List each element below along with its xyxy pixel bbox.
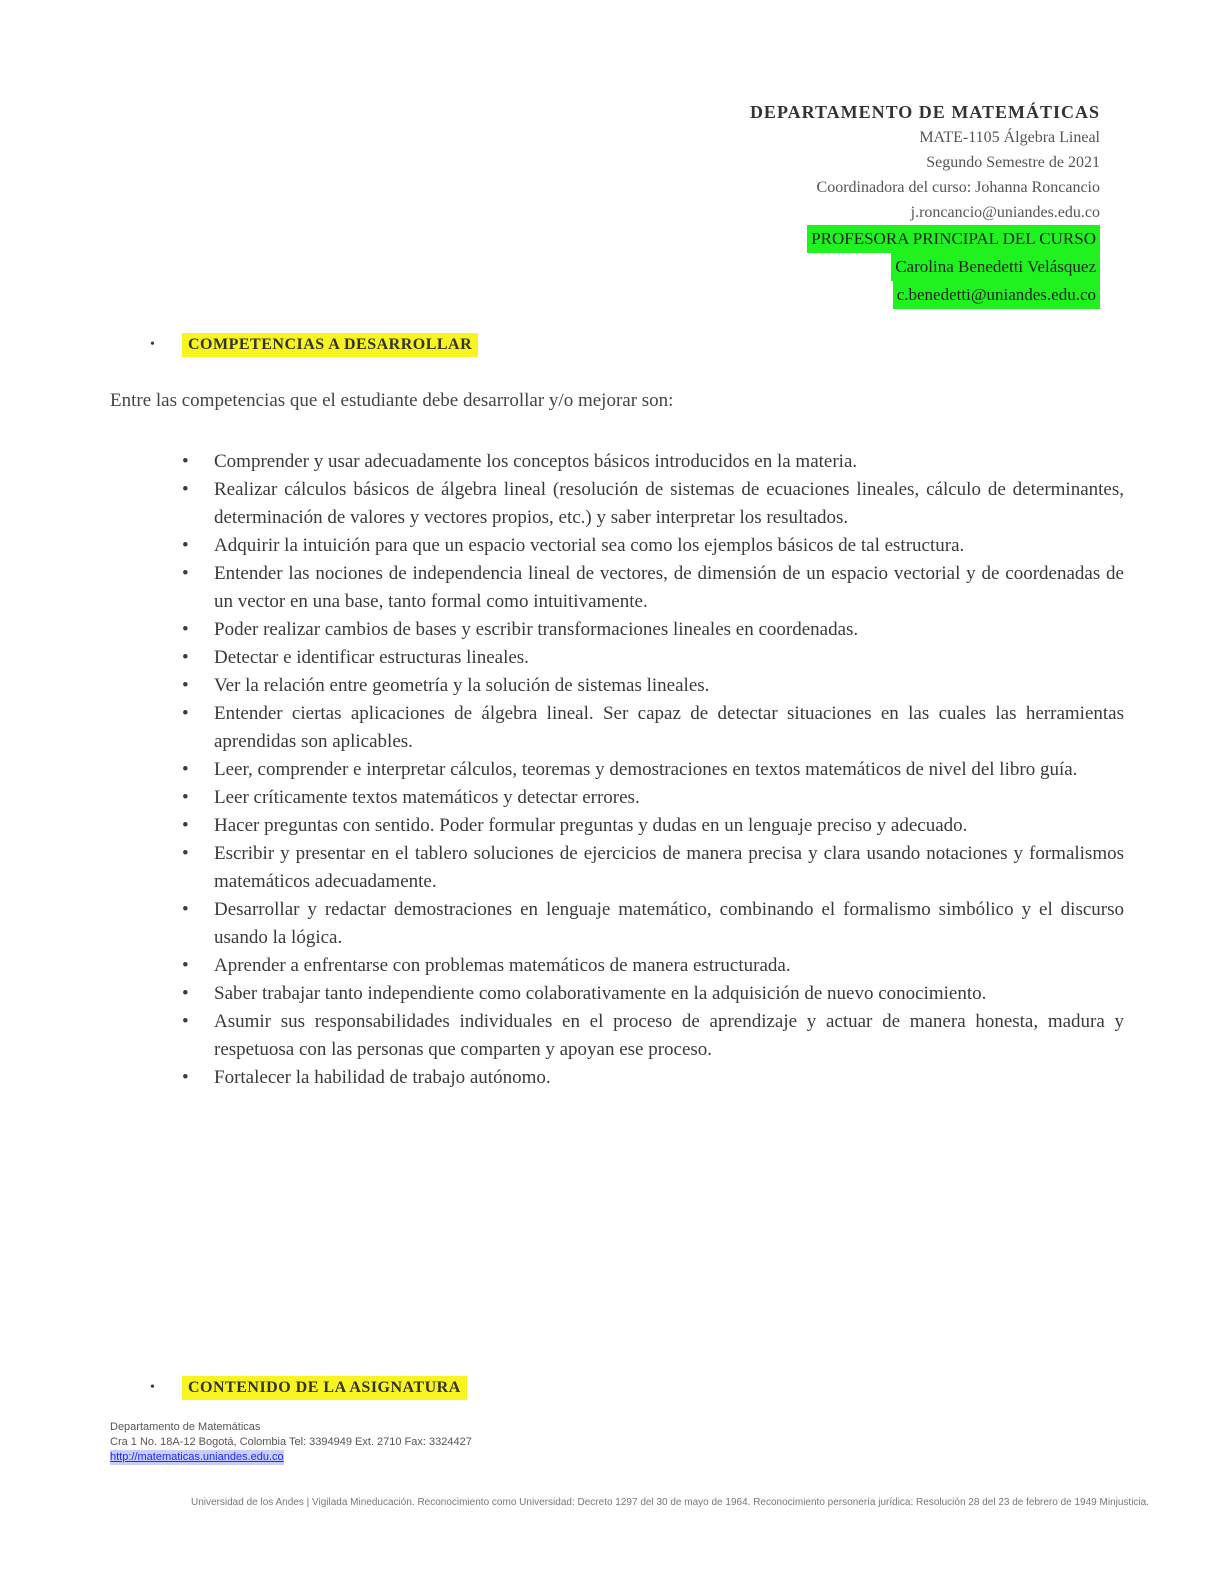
bullet-icon: • xyxy=(182,1011,189,1032)
bullet-icon: • xyxy=(182,983,189,1004)
bullet-icon: • xyxy=(182,843,189,864)
list-item xyxy=(180,532,1124,560)
professor-title: PROFESORA PRINCIPAL DEL CURSO xyxy=(807,225,1100,253)
intro-text: Entre las competencias que el estudiante debe desarrollar y/o mejorar son: xyxy=(110,390,674,411)
list-item xyxy=(180,980,1124,1008)
list-item-text: Escribir y presentar en el tablero soluciones de ejercicios de manera precisa y clara usando notaciones y formalismos matemáticos adecuadamente. xyxy=(214,843,1124,892)
bullet-icon: • xyxy=(182,451,189,472)
list-item xyxy=(180,1064,1124,1092)
list-item xyxy=(180,672,1124,700)
list-item-text: Entender las nociones de independencia lineal de vectores, de dimensión de un espacio vectorial y de coordenadas de un vector en una base, tanto formal como intuitivamente. xyxy=(214,563,1124,612)
course-header xyxy=(540,100,1100,309)
bullet-icon: • xyxy=(182,563,189,584)
competencies-list xyxy=(180,448,1124,1092)
list-item xyxy=(180,784,1124,812)
bullet-icon: • xyxy=(182,703,189,724)
bullet-icon: • xyxy=(182,479,189,500)
list-item xyxy=(180,756,1124,784)
list-item-text: Aprender a enfrentarse con problemas matemáticos de manera estructurada. xyxy=(214,955,791,976)
department-title: DEPARTAMENTO DE MATEMÁTICAS xyxy=(749,102,1100,122)
footer xyxy=(110,1420,472,1465)
footer-link[interactable]: http://matematicas.uniandes.edu.co xyxy=(110,1451,284,1463)
professor-name: Carolina Benedetti Velásquez xyxy=(891,253,1100,281)
list-item-text: Asumir sus responsabilidades individuales en el proceso de aprendizaje y actuar de manera honesta, madura y respetuosa con las personas que comparten y apoyan ese proceso. xyxy=(214,1011,1124,1060)
list-item xyxy=(180,644,1124,672)
list-item xyxy=(180,812,1124,840)
list-item xyxy=(180,700,1124,756)
section-bullet: • xyxy=(150,337,155,352)
list-item xyxy=(180,840,1124,896)
bullet-icon: • xyxy=(182,787,189,808)
bullet-icon: • xyxy=(182,535,189,556)
list-item xyxy=(180,560,1124,616)
list-item-text: Detectar e identificar estructuras lineales. xyxy=(214,647,529,668)
list-item-text: Leer, comprender e interpretar cálculos, teoremas y demostraciones en textos matemáticos de nivel del libro guía. xyxy=(214,759,1078,780)
list-item-text: Desarrollar y redactar demostraciones en lenguaje matemático, combinando el formalismo simbólico y el discurso usando la lógica. xyxy=(214,899,1124,948)
semester: Segundo Semestre de 2021 xyxy=(926,154,1100,171)
section-contenido xyxy=(150,1376,467,1400)
list-item-text: Saber trabajar tanto independiente como colaborativamente en la adquisición de nuevo conocimiento. xyxy=(214,983,987,1004)
list-item-text: Ver la relación entre geometría y la solución de sistemas lineales. xyxy=(214,675,710,696)
section-bullet: • xyxy=(150,1380,155,1395)
bullet-icon: • xyxy=(182,647,189,668)
section-competencias xyxy=(150,333,478,357)
bullet-icon: • xyxy=(182,675,189,696)
list-item xyxy=(180,1008,1124,1064)
list-item xyxy=(180,476,1124,532)
list-item xyxy=(180,448,1124,476)
list-item xyxy=(180,952,1124,980)
coordinator: Coordinadora del curso: Johanna Roncancio xyxy=(816,179,1100,196)
list-item-text: Realizar cálculos básicos de álgebra lineal (resolución de sistemas de ecuaciones lineales, cálculo de determinantes, determinación de valores y vectores propios, etc.) y saber interpretar los resultados. xyxy=(214,479,1124,528)
professor-email[interactable]: c.benedetti@uniandes.edu.co xyxy=(893,281,1100,309)
list-item xyxy=(180,616,1124,644)
list-item-text: Comprender y usar adecuadamente los conceptos básicos introducidos en la materia. xyxy=(214,451,858,472)
bullet-icon: • xyxy=(182,815,189,836)
list-item-text: Leer críticamente textos matemáticos y detectar errores. xyxy=(214,787,640,808)
section-title: CONTENIDO DE LA ASIGNATURA xyxy=(182,1376,467,1400)
bullet-icon: • xyxy=(182,899,189,920)
bullet-icon: • xyxy=(182,955,189,976)
bullet-icon: • xyxy=(182,1067,189,1088)
list-item-text: Poder realizar cambios de bases y escribir transformaciones lineales en coordenadas. xyxy=(214,619,859,640)
list-item-text: Adquirir la intuición para que un espacio vectorial sea como los ejemplos básicos de tal estructura. xyxy=(214,535,965,556)
list-item xyxy=(180,896,1124,952)
course-code: MATE-1105 Álgebra Lineal xyxy=(919,129,1100,146)
list-item-text: Fortalecer la habilidad de trabajo autónomo. xyxy=(214,1067,551,1088)
footer-address: Cra 1 No. 18A-12 Bogotá, Colombia Tel: 3394949 Ext. 2710 Fax: 3324427 xyxy=(110,1436,472,1448)
bullet-icon: • xyxy=(182,619,189,640)
bullet-icon: • xyxy=(182,759,189,780)
coordinator-email[interactable]: j.roncancio@uniandes.edu.co xyxy=(910,204,1100,221)
footer-department: Departamento de Matemáticas xyxy=(110,1421,261,1433)
section-title: COMPETENCIAS A DESARROLLAR xyxy=(182,333,478,357)
list-item-text: Hacer preguntas con sentido. Poder formular preguntas y dudas en un lenguaje preciso y adecuado. xyxy=(214,815,968,836)
legal-note: Universidad de los Andes | Vigilada Mineducación. Reconocimiento como Universidad: Decreto 1297 del 30 de mayo de 1964. Reconocimiento personería jurídica: Resolución 28 del 23 de febrero de 1949 Minjusticia. xyxy=(191,1497,1149,1508)
list-item-text: Entender ciertas aplicaciones de álgebra lineal. Ser capaz de detectar situaciones en las cuales las herramientas aprendidas son aplicables. xyxy=(214,703,1124,752)
